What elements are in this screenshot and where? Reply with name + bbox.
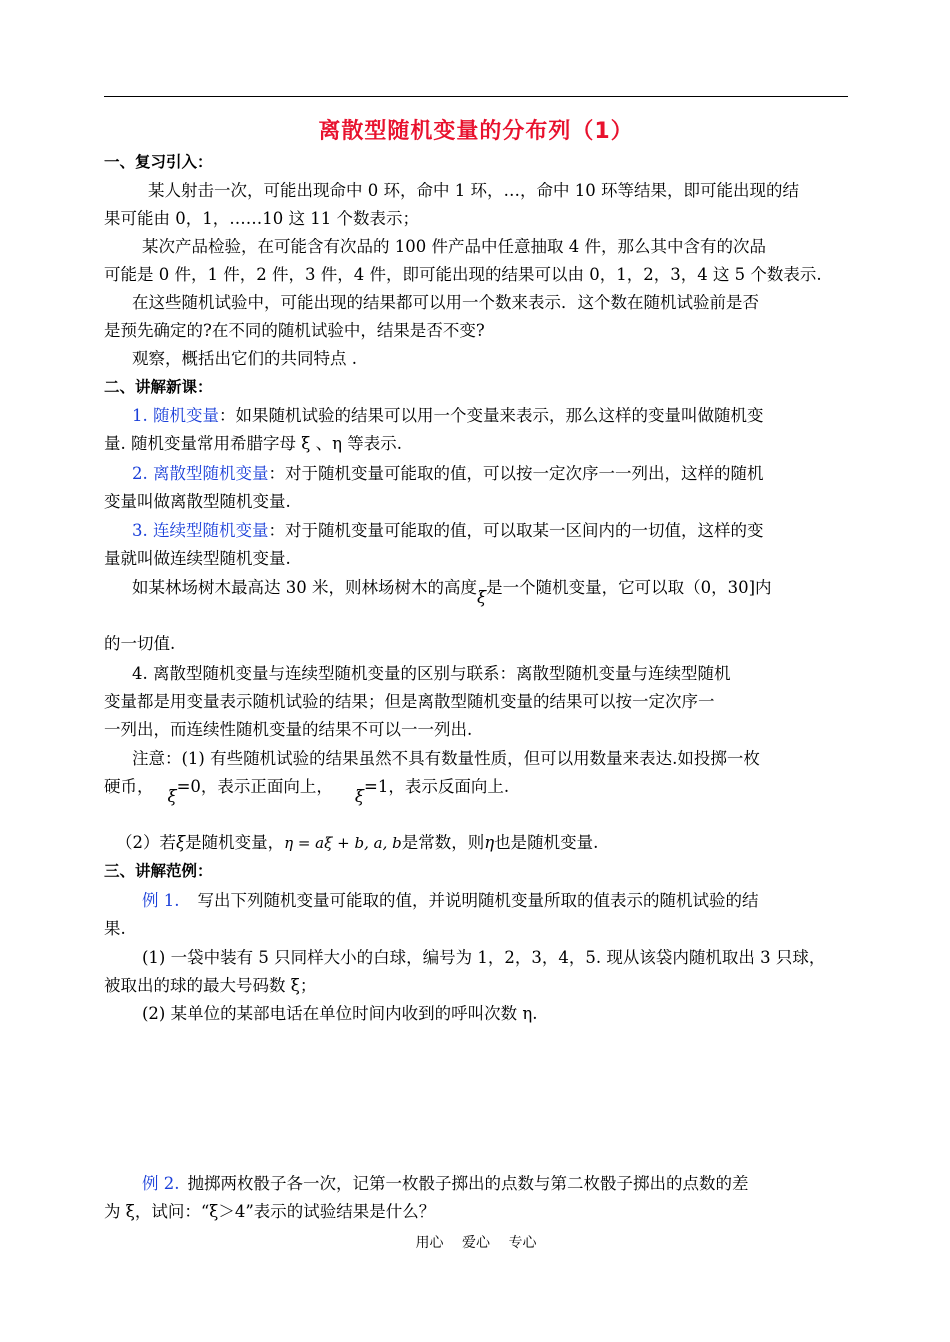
note-line: 注意：(1) 有些随机试验的结果虽然不具有数量性质，但可以用数量来表达.如投掷一枚 [132,749,760,768]
term-random-variable: 1. 随机变量 [132,406,219,425]
definition-text: ：对于随机变量可能取的值，可以取某一区间内的一切值，这样的变 [268,521,764,540]
xi-symbol: ξ [354,787,365,806]
page-footer: 用心 爱心 专心 [415,1235,537,1251]
paragraph-line: 观察，概括出它们的共同特点 . [132,349,357,368]
example-line: 被取出的球的最大号码数 ξ； [104,976,317,995]
term-continuous-random-variable: 3. 连续型随机变量 [132,521,269,540]
header-rule [104,96,848,97]
paragraph-line: 如某林场树木最高达 30 米，则林场树木的高度ξ是一个随机变量，它可以取（0，30]内 [132,578,772,607]
paragraph-line: 某次产品检验，在可能含有次品的 100 件产品中任意抽取 4 件，那么其中含有的次品 [142,237,766,256]
paragraph-line: 果可能由 0，1，……10 这 11 个数表示； [104,209,419,228]
example-line: 为 ξ，试问：“ξ＞4”表示的试验结果是什么？ [104,1202,436,1221]
xi-symbol: ξ [176,833,186,852]
section-review-heading: 一、复习引入： [104,153,213,171]
note-line: （2）若ξ是随机变量，η = aξ + b, a, b是常数，则η也是随机变量. [116,833,599,852]
section-new-lesson-heading: 二、讲解新课： [104,378,213,396]
section-examples-heading: 三、讲解范例： [104,862,213,880]
paragraph-line: 在这些随机试验中，可能出现的结果都可以用一个数来表示．这个数在随机试验前是否 [132,293,759,312]
definition-text: ：如果随机试验的结果可以用一个变量来表示，那么这样的变量叫做随机变 [219,406,764,425]
example-line: (2) 某单位的某部电话在单位时间内收到的呼叫次数 η. [142,1004,538,1023]
example-line: 例 1. 写出下列随机变量可能取的值，并说明随机变量所取的值表示的随机试验的结 [142,891,759,910]
paragraph-line: 量就叫做连续型随机变量. [104,549,291,568]
example-line: 果. [104,919,126,938]
definition-line [132,460,764,484]
paragraph-line: 4. 离散型随机变量与连续型随机变量的区别与联系：离散型随机变量与连续型随机 [132,664,731,683]
definition-line [132,402,764,426]
paragraph-line: 一列出，而连续性随机变量的结果不可以一一列出. [104,720,473,739]
linear-transform-formula: η = aξ + b, a, b [284,834,402,852]
example-line: (1) 一袋中装有 5 只同样大小的白球，编号为 1，2，3，4，5. 现从该袋内随机取出 3 只球， [142,948,826,967]
paragraph-line: 可能是 0 件，1 件，2 件，3 件，4 件，即可能出现的结果可以由 0，1，2，3，4 这 5 个数表示. [104,265,822,284]
page-title: 离散型随机变量的分布列（1） [318,119,634,144]
paragraph-line: 量. 随机变量常用希腊字母 ξ 、η 等表示. [104,434,402,453]
paragraph-line: 的一切值. [104,634,176,653]
example-1-label: 例 1. [142,891,180,910]
paragraph-line: 变量都是用变量表示随机试验的结果；但是离散型随机变量的结果可以按一定次序一 [104,692,715,711]
paragraph-line: 是预先确定的?在不同的随机试验中，结果是否不变? [104,321,485,340]
note-line: 硬币，ξ=0，表示正面向上，ξ=1，表示反面向上. [104,777,510,806]
example-2-label: 例 2. [142,1174,180,1193]
definition-line [132,517,764,541]
xi-symbol: ξ [477,588,487,607]
example-line: 例 2. 抛掷两枚骰子各一次，记第一枚骰子掷出的点数与第二枚骰子掷出的点数的差 [142,1174,749,1193]
paragraph-line: 某人射击一次，可能出现命中 0 环，命中 1 环，…，命中 10 环等结果，即可能出现的结 [148,181,799,200]
term-discrete-random-variable: 2. 离散型随机变量 [132,464,269,483]
xi-symbol: ξ [167,787,177,806]
eta-symbol: η [484,833,495,852]
paragraph-line: 变量叫做离散型随机变量. [104,492,291,511]
definition-text: ：对于随机变量可能取的值，可以按一定次序一一列出，这样的随机 [268,464,764,483]
